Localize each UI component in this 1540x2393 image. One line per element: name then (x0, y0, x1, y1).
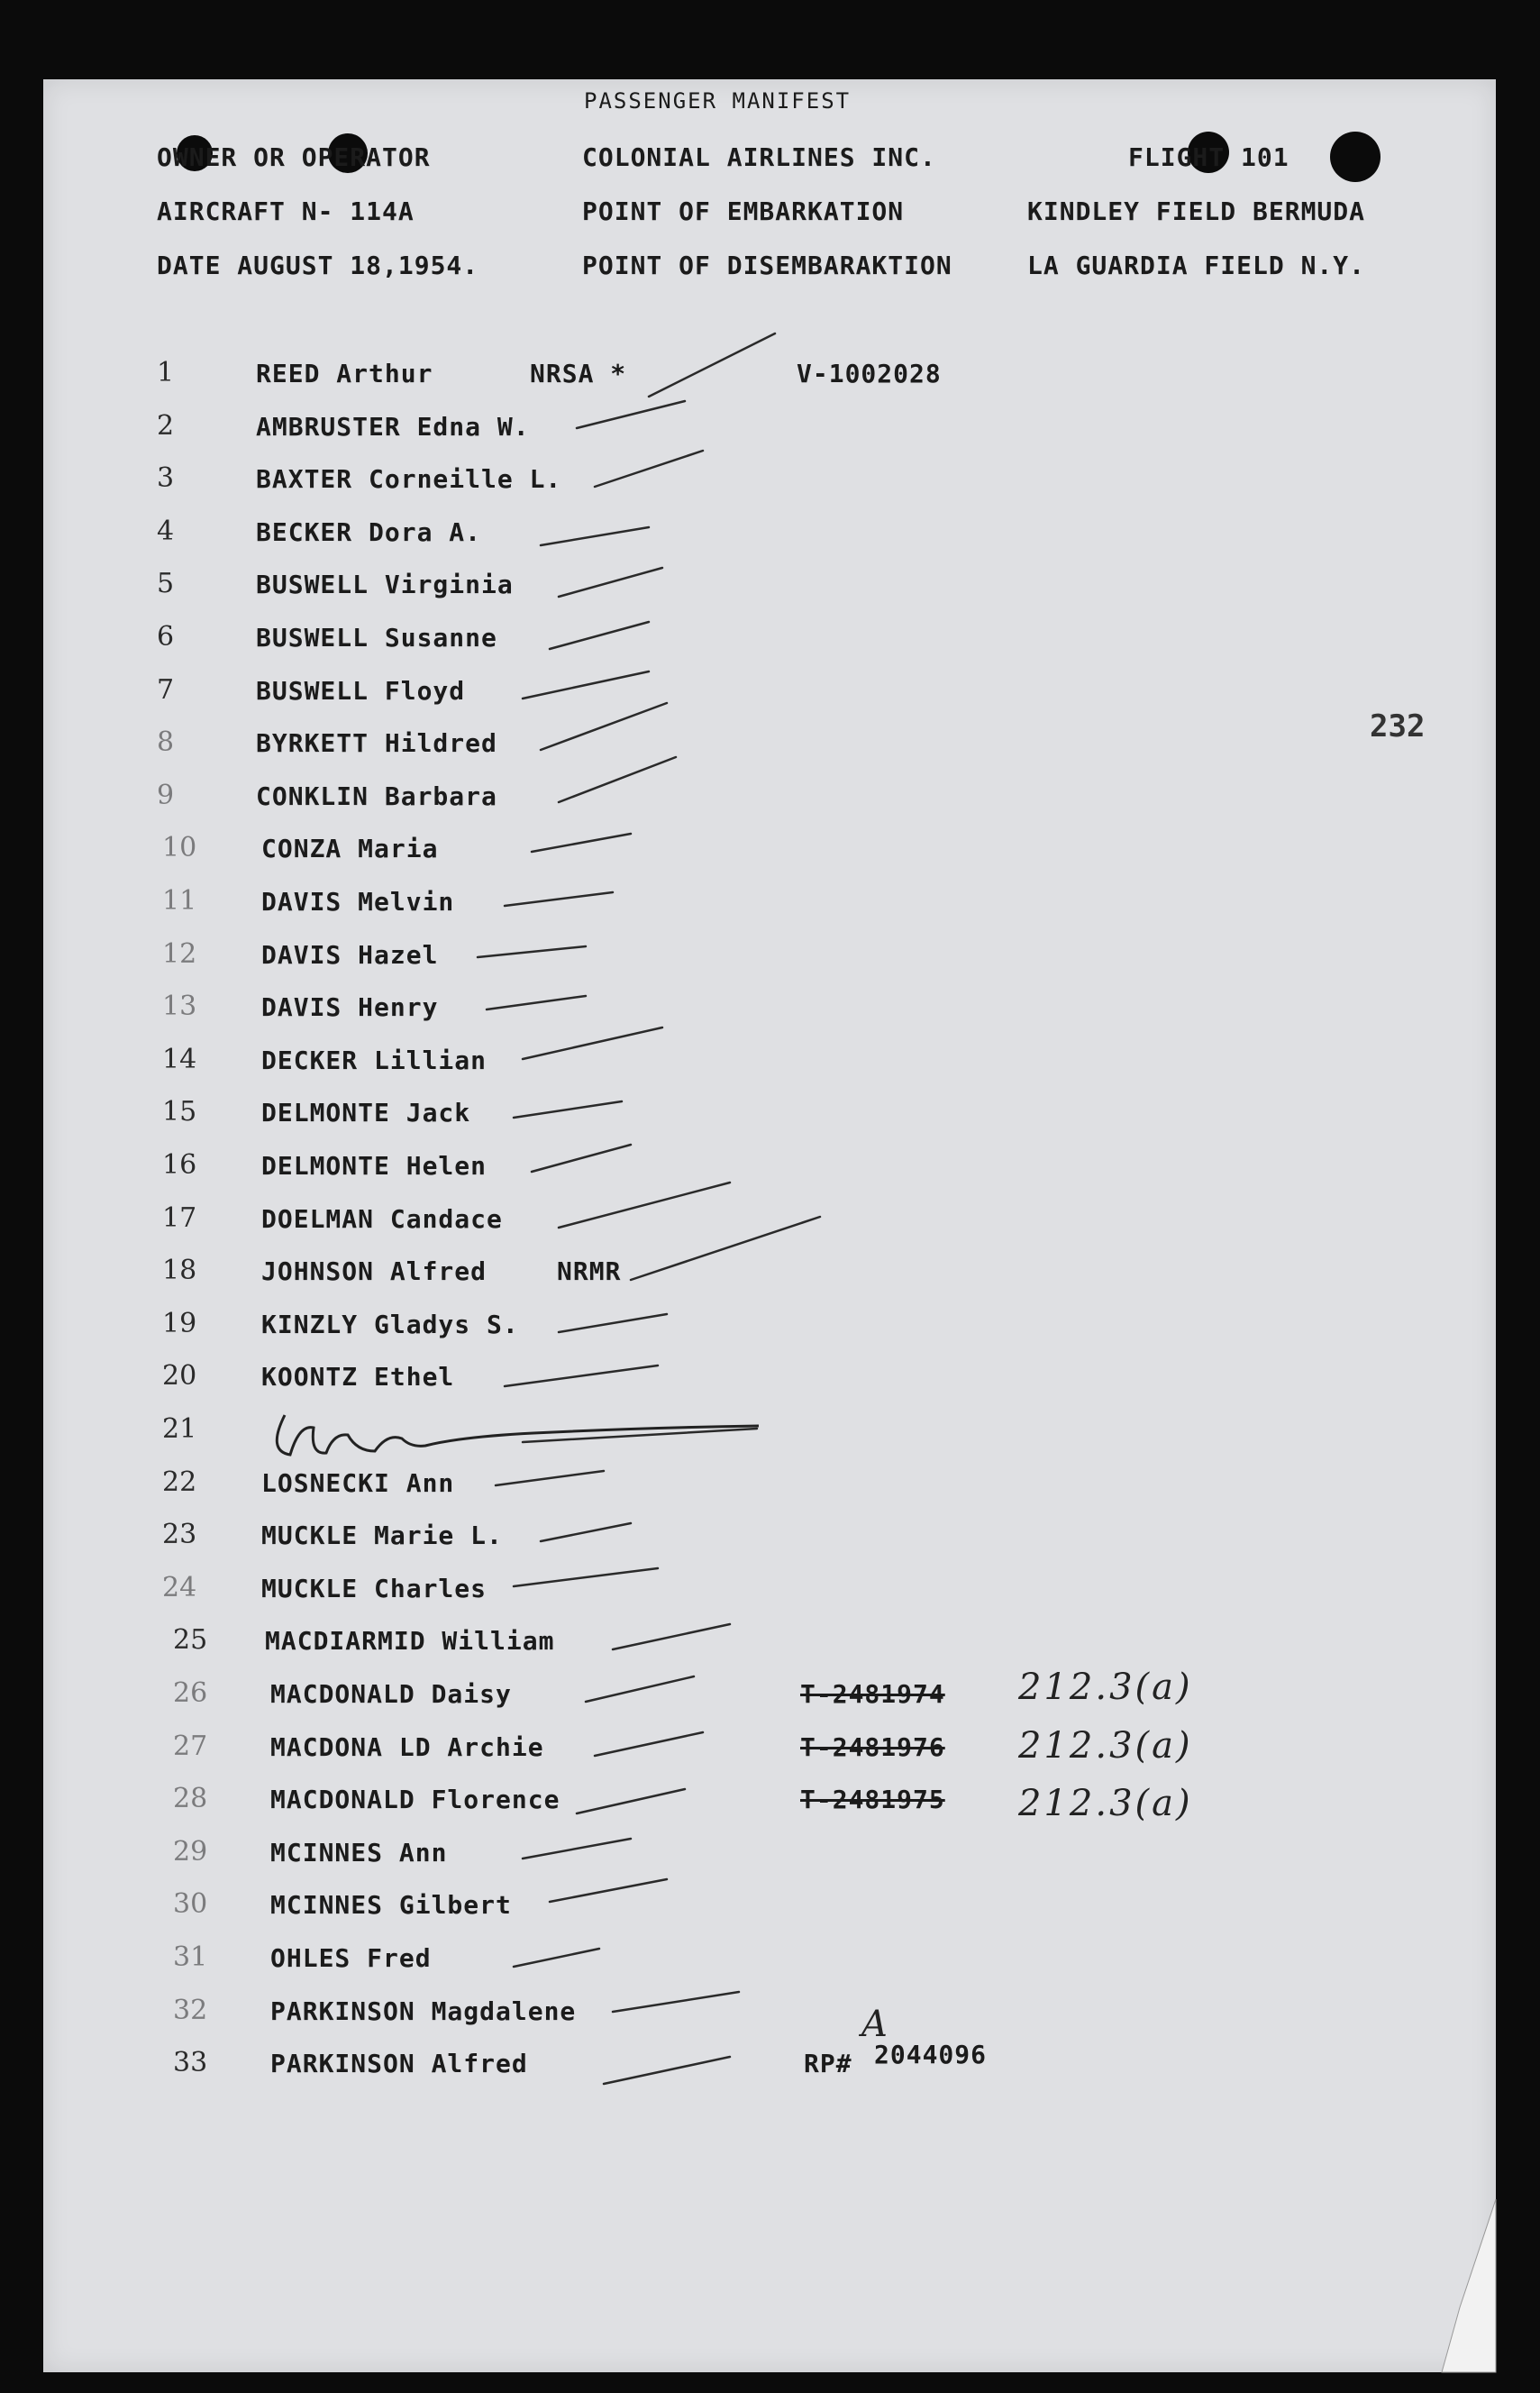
check-mark-stroke (541, 1523, 631, 1541)
passenger-name: DAVIS Melvin (261, 887, 455, 917)
passenger-name: JOHNSON Alfred (261, 1256, 488, 1287)
row-number: 1 (157, 357, 175, 388)
check-mark-stroke (613, 1992, 739, 2012)
scribble-mark (277, 1415, 759, 1455)
manifest-date: DATE AUGUST 18,1954. (157, 251, 479, 280)
passenger-name: BAXTER Corneille L. (256, 464, 562, 495)
row-number: 2 (157, 409, 175, 442)
status-note: NRMR (557, 1256, 622, 1287)
check-mark-stroke (523, 671, 649, 699)
row-number: 31 (173, 1941, 208, 1973)
row-number: 14 (162, 1043, 197, 1075)
check-mark-stroke (559, 757, 676, 802)
row-number: 20 (162, 1360, 197, 1393)
row-number: 18 (162, 1255, 197, 1287)
passenger-name: DAVIS Henry (261, 992, 439, 1023)
passenger-name: MCINNES Gilbert (270, 1890, 512, 1921)
passenger-name: MCINNES Ann (270, 1837, 448, 1868)
row-number: 28 (173, 1783, 208, 1815)
document-number: V-1002028 (797, 359, 942, 388)
passenger-name: MACDONALD Florence (270, 1785, 560, 1815)
row-number: 9 (157, 779, 175, 811)
disembarkation-label: POINT OF DISEMBARAKTION (582, 251, 952, 280)
check-mark-stroke (559, 568, 662, 597)
passenger-name: MUCKLE Marie L. (261, 1521, 503, 1551)
passenger-name: AMBRUSTER Edna W. (256, 411, 530, 442)
row-number: 29 (173, 1835, 208, 1868)
row-number: 8 (157, 726, 175, 759)
check-mark-stroke (514, 1949, 599, 1967)
embarkation-place: KINDLEY FIELD BERMUDA (1027, 196, 1366, 226)
passenger-name: MUCKLE Charles (261, 1573, 488, 1603)
check-mark-stroke (541, 703, 667, 750)
row-number: 11 (162, 885, 197, 917)
row-number: 19 (162, 1307, 197, 1339)
handwritten-code: 212.3(a) (1018, 1783, 1193, 1825)
check-mark-stroke (559, 1314, 667, 1332)
check-mark-stroke (505, 892, 613, 906)
row-number: 23 (162, 1519, 197, 1551)
row-number: 30 (173, 1888, 208, 1921)
passenger-name: DAVIS Hazel (261, 939, 439, 970)
struck-document-number: T-2481975 (800, 1785, 945, 1815)
passenger-name: BUSWELL Susanne (256, 623, 497, 653)
check-mark-stroke (505, 1365, 658, 1386)
check-mark-stroke (595, 1732, 703, 1756)
handwritten-mark: A (861, 2004, 890, 2046)
manifest-title: PASSENGER MANIFEST (584, 88, 852, 114)
document-prefix: RP# (804, 2049, 852, 2079)
row-number: 5 (157, 568, 175, 600)
check-mark-stroke (577, 401, 685, 428)
check-mark-stroke (613, 1624, 730, 1649)
passenger-name: DECKER Lillian (261, 1045, 488, 1075)
row-number: 10 (162, 832, 197, 864)
check-mark-stroke (631, 1217, 820, 1280)
check-mark-stroke (532, 834, 631, 852)
disembarkation-place: LA GUARDIA FIELD N.Y. (1027, 251, 1366, 280)
passenger-name: BYRKETT Hildred (256, 728, 497, 759)
row-number: 12 (162, 937, 197, 970)
check-mark-stroke (550, 622, 649, 649)
passenger-name: OHLES Fred (270, 1943, 432, 1973)
check-mark-stroke (550, 1879, 667, 1902)
check-mark-stroke (559, 1183, 730, 1228)
passenger-name: LOSNECKI Ann (261, 1467, 455, 1498)
check-mark-stroke (541, 527, 649, 545)
passenger-name: BUSWELL Virginia (256, 570, 514, 600)
row-number: 26 (173, 1677, 208, 1709)
passenger-name: MACDIARMID William (265, 1626, 555, 1657)
check-mark-stroke (586, 1676, 694, 1702)
row-number: 24 (162, 1571, 197, 1603)
aircraft-id: AIRCRAFT N- 114A (157, 196, 415, 226)
page-number: 232 (1370, 708, 1426, 744)
check-mark-stroke (577, 1789, 685, 1813)
row-number: 25 (173, 1624, 208, 1657)
row-number: 27 (173, 1730, 208, 1762)
struck-document-number: T-2481976 (800, 1731, 945, 1762)
document-number: 2044096 (874, 2040, 988, 2070)
check-mark-stroke (532, 1145, 631, 1172)
row-number: 7 (157, 673, 175, 706)
embarkation-label: POINT OF EMBARKATION (582, 196, 905, 226)
row-number: 4 (157, 515, 175, 547)
passenger-name: REED Arthur (256, 359, 433, 388)
passenger-name: PARKINSON Alfred (270, 2049, 528, 2079)
handwritten-code: 212.3(a) (1018, 1724, 1193, 1767)
airline-name: COLONIAL AIRLINES INC. (582, 142, 936, 172)
row-number: 16 (162, 1149, 197, 1181)
passenger-name: MACDONA LD Archie (270, 1731, 544, 1762)
passenger-name: DELMONTE Helen (261, 1151, 488, 1181)
row-number: 13 (162, 991, 197, 1023)
passenger-name: KOONTZ Ethel (261, 1362, 455, 1393)
passenger-name: CONZA Maria (261, 834, 439, 864)
row-number: 6 (157, 621, 175, 653)
passenger-name: DELMONTE Jack (261, 1098, 471, 1128)
passenger-name: MACDONALD Daisy (270, 1679, 512, 1709)
check-mark-stroke (496, 1471, 604, 1485)
check-mark-stroke (604, 2057, 730, 2084)
handwritten-code: 212.3(a) (1018, 1667, 1193, 1708)
check-mark-stroke (514, 1101, 622, 1118)
row-number: 15 (162, 1096, 197, 1128)
check-mark-stroke (514, 1568, 658, 1586)
status-note: NRSA * (530, 359, 627, 388)
passenger-name: DOELMAN Candace (261, 1203, 503, 1234)
check-mark-stroke (595, 451, 703, 487)
passenger-name: BECKER Dora A. (256, 516, 482, 547)
folded-corner (1442, 2199, 1496, 2372)
passenger-name: CONKLIN Barbara (256, 781, 497, 811)
check-mark-stroke (523, 1839, 631, 1859)
check-mark-stroke (649, 333, 775, 397)
row-number: 32 (173, 1994, 208, 2026)
passenger-name: PARKINSON Magdalene (270, 1996, 577, 2026)
check-mark-stroke (487, 996, 586, 1009)
row-number: 21 (162, 1413, 197, 1445)
row-number: 17 (162, 1201, 197, 1234)
passenger-name: KINZLY Gladys S. (261, 1309, 519, 1339)
passenger-name: BUSWELL Floyd (256, 675, 466, 706)
row-number: 33 (173, 2047, 208, 2079)
check-mark-stroke (523, 1028, 662, 1059)
row-number: 22 (162, 1466, 197, 1498)
row-number: 3 (157, 462, 175, 495)
owner-label: OWNER OR OPERATOR (157, 142, 431, 172)
flight-number: FLIGHT 101 (1128, 142, 1289, 172)
struck-document-number: T-2481974 (800, 1679, 945, 1709)
check-mark-stroke (478, 946, 586, 957)
